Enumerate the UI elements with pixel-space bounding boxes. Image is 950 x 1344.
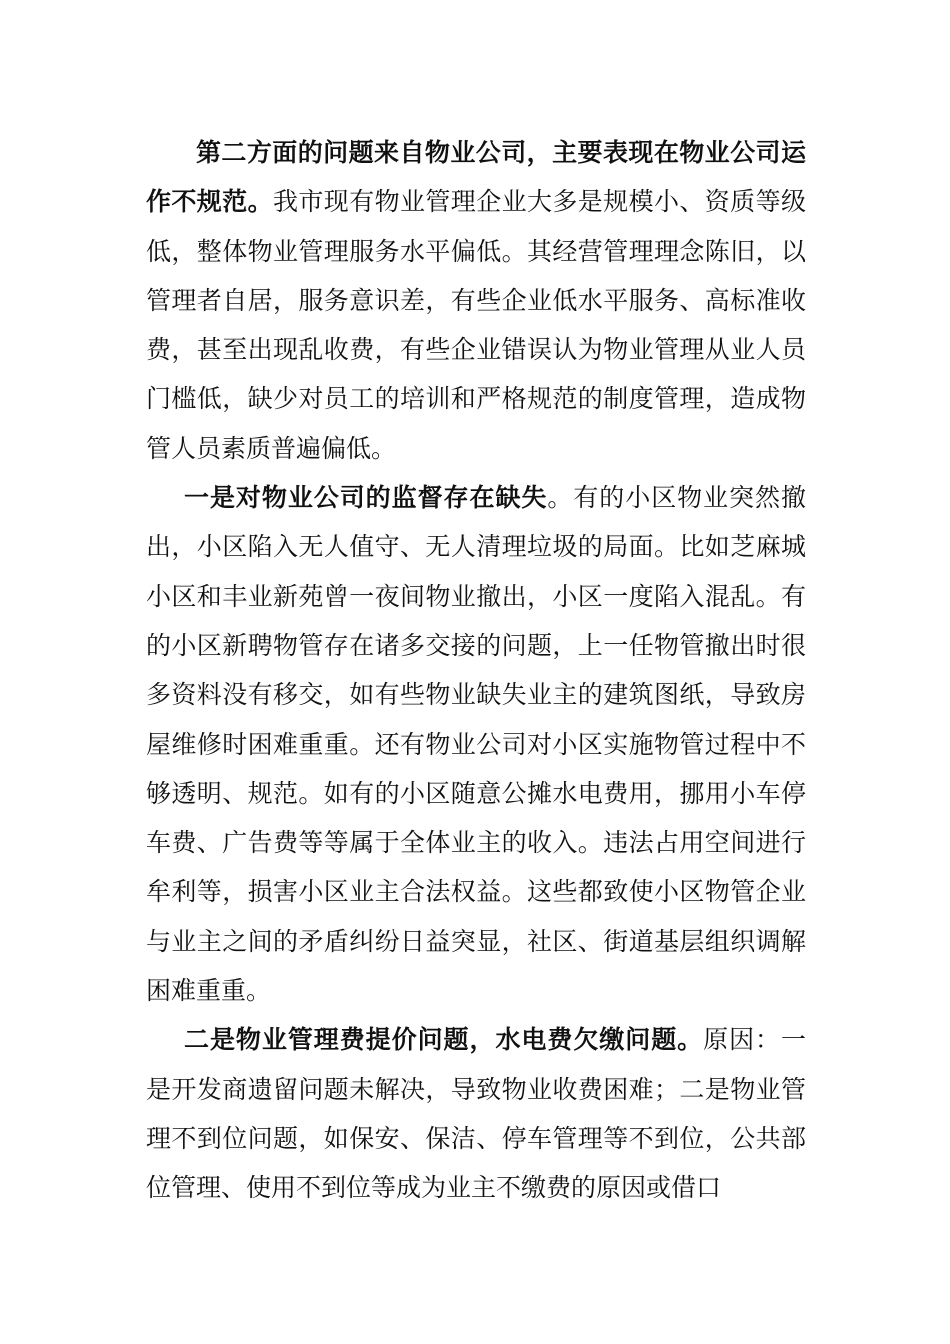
paragraph-3-text: 原因：一是开发商遗留问题未解决，导致物业收费困难；二是物业管理不到位问题，如保安、保洁、停车管理等不到位，公共部位管理、使用不到位等成为业主不缴费的原因或借口 — [146, 1025, 806, 1203]
paragraph-1-heading: 第二方面的问题来自物业公司，主要表现在物业公司运作不规范。 — [146, 138, 806, 217]
paragraph-2 — [146, 473, 806, 1015]
paragraph-1 — [146, 128, 806, 473]
paragraph-3 — [146, 1015, 806, 1212]
paragraph-3-heading: 二是物业管理费提价问题，水电费欠缴问题。 — [184, 1025, 704, 1055]
paragraph-2-heading: 一是对物业公司的监督存在缺失 — [184, 483, 548, 513]
document-body — [146, 128, 806, 1213]
paragraph-1-text: 我市现有物业管理企业大多是规模小、资质等级低，整体物业管理服务水平偏低。其经营管理理念陈旧，以管理者自居，服务意识差，有些企业低水平服务、高标准收费，甚至出现乱收费，有些企业错误认为物业管理从业人员门槛低，缺少对员工的培训和严格规范的制度管理，造成物管人员素质普遍偏低。 — [146, 187, 806, 463]
paragraph-2-text: 。有的小区物业突然撤出，小区陷入无人值守、无人清理垃圾的局面。比如芝麻城小区和丰业新苑曾一夜间物业撤出，小区一度陷入混乱。有的小区新聘物管存在诸多交接的问题，上一任物管撤出时很多资料没有移交，如有些物业缺失业主的建筑图纸，导致房屋维修时困难重重。还有物业公司对小区实施物管过程中不够透明、规范。如有的小区随意公摊水电费用，挪用小车停车费、广告费等等属于全体业主的收入。违法占用空间进行牟利等，损害小区业主合法权益。这些都致使小区物管企业与业主之间的矛盾纠纷日益突显，社区、街道基层组织调解困难重重。 — [146, 483, 806, 1006]
